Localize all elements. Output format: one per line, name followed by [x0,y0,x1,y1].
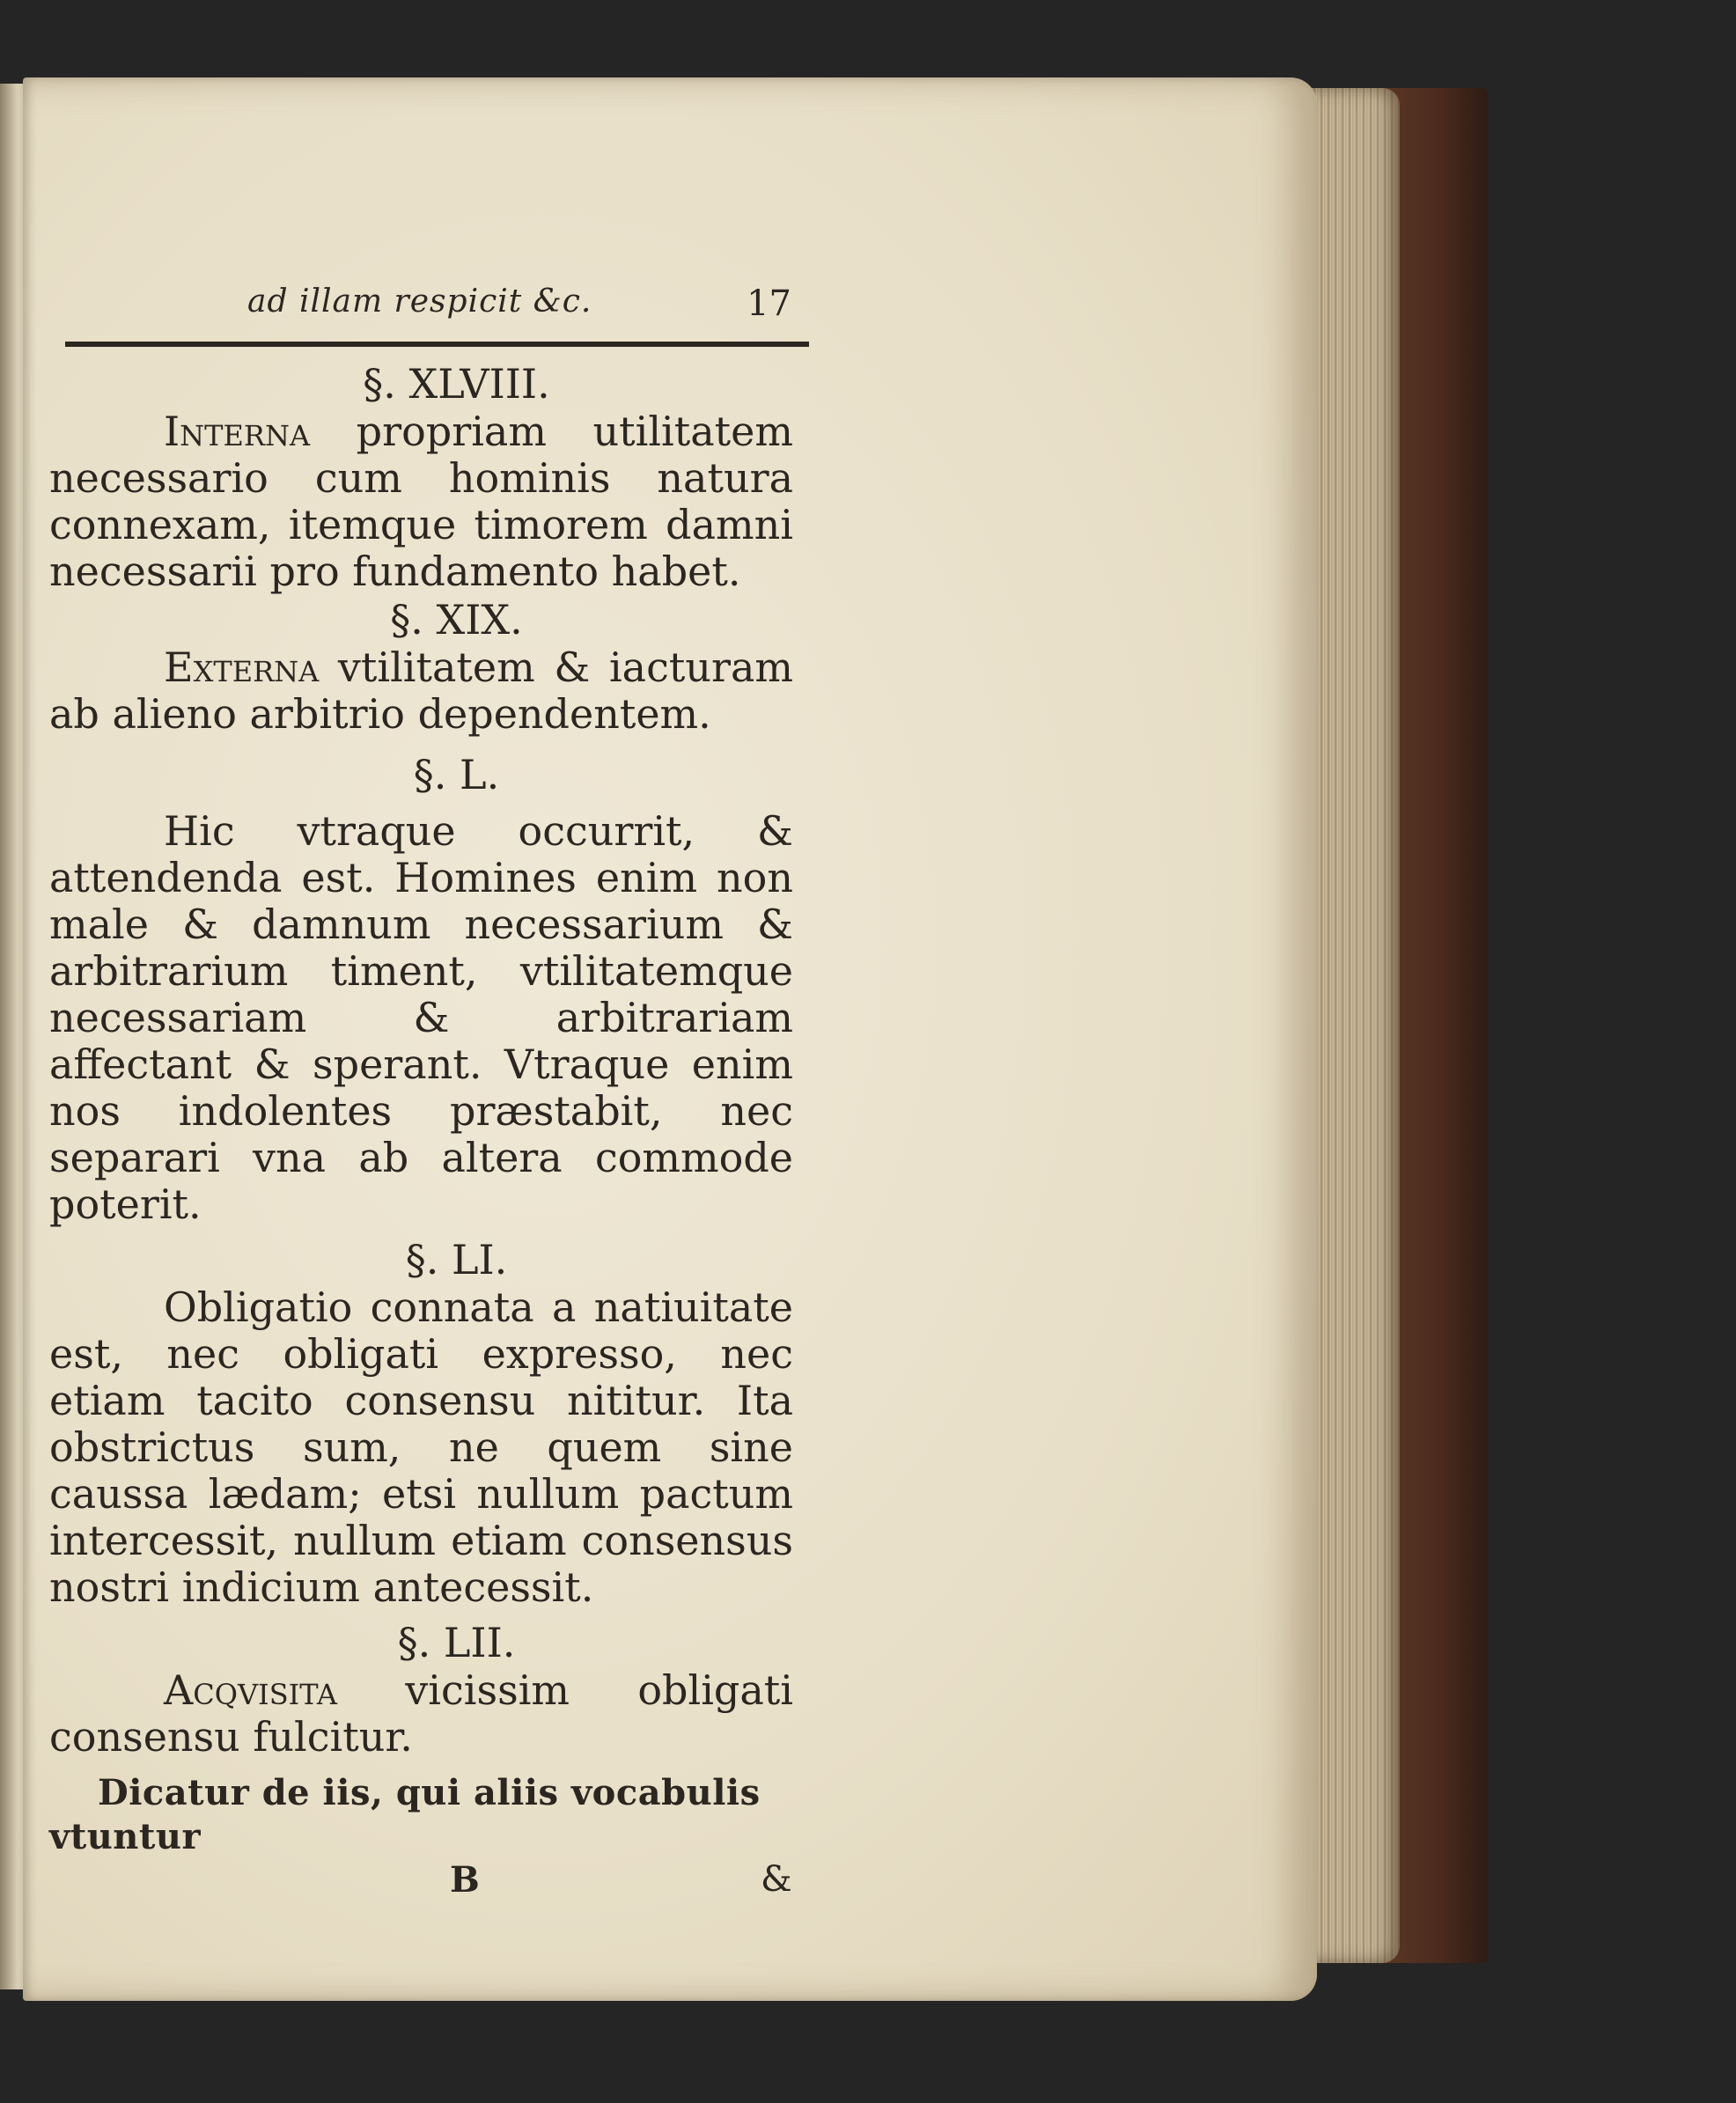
header-rule [65,342,809,347]
lead-word: Acqvisita [164,1666,337,1714]
section-paragraph [49,808,793,1228]
section-paragraph [49,1667,793,1761]
paragraph-text: Hic vtraque occurrit, & attendenda est. Homines enim non male & damnum necessarium & arbitrarium timent, vtilitatemque necessariam & arbitrariam affectant & sperant. Vtraque enim nos indolentes præstabit, nec separari vna ab altera commode poterit. [49,807,793,1228]
signature-row [49,1859,793,1903]
running-head: ad illam respicit &c. [247,283,592,320]
paragraph-text: Obligatio connata a natiuitate est, nec obligati expresso, nec etiam tacito consensu nititur. Ita obstrictus sum, ne quem sine caussa lædam; etsi nullum pactum intercessit, nullum etiam consensus nostri indicium antecessit. [49,1283,793,1611]
section-heading: §. L. [413,751,500,798]
section-heading: §. LI. [405,1236,508,1283]
facing-page-edge [0,84,25,1989]
lead-word: Interna [164,408,311,455]
signature-mark: B [450,1859,480,1901]
section-paragraph [49,1284,793,1611]
section-heading: §. XIX. [390,596,523,643]
page-text-block [49,278,793,1903]
book-page [23,77,1317,2001]
paragraph-text: vtilitatem & iacturam ab alieno arbitrio dependentem. [49,643,793,738]
catchword: & [761,1859,792,1900]
section-paragraph [49,408,793,595]
footer-line: Dicatur de iis, qui aliis vocabulis vtuntur [49,1772,761,1857]
lead-word: Externa [164,643,320,691]
section-heading: §. LII. [397,1619,516,1666]
paragraph-text: propriam utilitatem necessario cum hominis natura connexam, itemque timorem damni necessarii pro fundamento habet. [49,408,793,595]
section-heading: §. XLVIII. [363,360,550,408]
paragraph-text: vicissim obligati consensu fulcitur. [49,1666,793,1761]
section-paragraph [49,644,793,738]
page-header [49,278,793,333]
page-number: 17 [747,283,791,324]
